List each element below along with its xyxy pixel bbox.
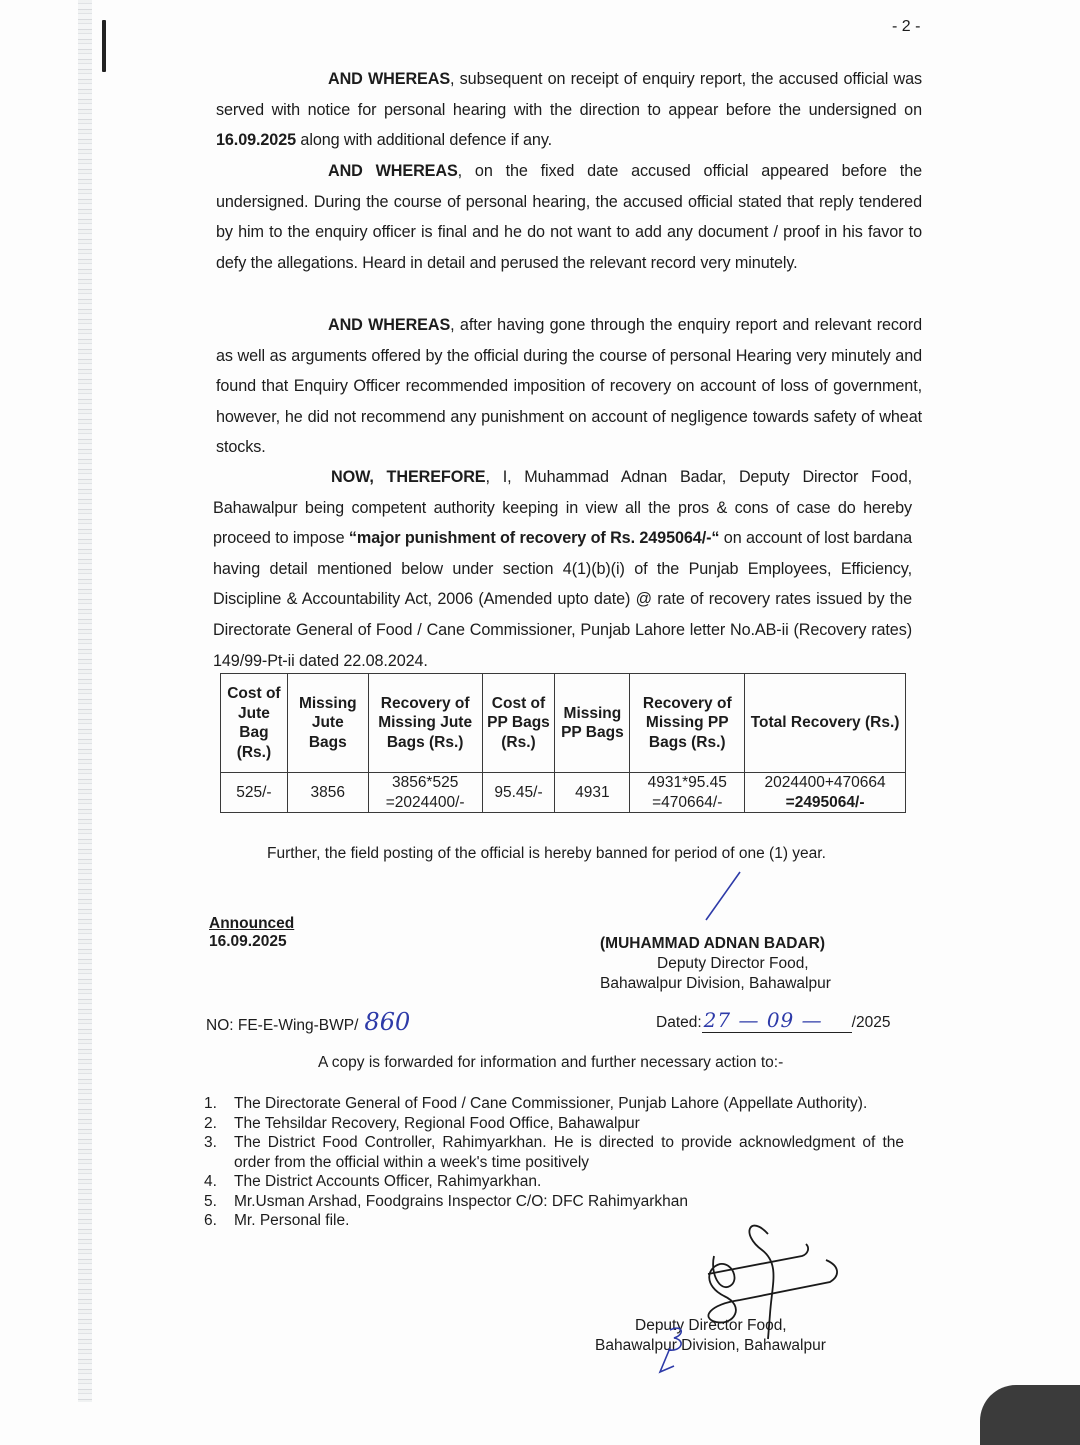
- list-item: 2. The Tehsildar Recovery, Regional Food Office, Bahawalpur: [204, 1114, 640, 1132]
- cell-jute-missing: 3856: [287, 773, 368, 813]
- signatory-designation: Deputy Director Food,: [657, 955, 809, 972]
- signer-office: Bahawalpur Division, Bahawalpur: [595, 1337, 826, 1354]
- para-lead: AND WHEREAS: [328, 316, 451, 334]
- signer-designation: Deputy Director Food,: [635, 1317, 787, 1334]
- dated-field: Dated: 27 — 09 — /2025: [656, 1008, 891, 1032]
- cell-pp-cost: 95.45/-: [482, 773, 555, 813]
- cell-total-recovery: 2024400+470664 =2495064/-: [745, 773, 906, 813]
- para-lead: AND WHEREAS: [328, 162, 458, 180]
- list-item: 5. Mr.Usman Arshad, Foodgrains Inspector C/O: DFC Rahimyarkhan: [204, 1192, 688, 1210]
- initial-stroke-icon: [700, 868, 750, 928]
- signer-block: [595, 1316, 826, 1356]
- recovery-table: [220, 673, 906, 813]
- handwritten-ref-number: 860: [364, 1008, 411, 1036]
- header-jute-recovery: Recovery of Missing Jute Bags (Rs.): [368, 674, 482, 773]
- handwritten-date: 27 — 09 —: [703, 1008, 823, 1032]
- list-item: 1. The Directorate General of Food / Cane Commissioner, Punjab Lahore (Appellate Authority).: [204, 1095, 868, 1112]
- paragraph-order: NOW, THEREFORE, I, Muhammad Adnan Badar, Deputy Director Food, Bahawalpur being competent authority keeping in view all the pros & cons of case do hereby proceed to impose “major punishment of recovery of Rs. 2495064/-“ on account of lost bardana having detail mentioned below under section 4(1)(b)(i) of the Punjab Employees, Efficiency, Discipline & Accountability Act, 2006 (Amended upto date) @ rate of recovery rates issued by the Directorate General of Food / Cane Commissioner, Punjab Lahore letter No.AB-ii (Recovery rates) 149/99-Pt-ii dated 22.08.2024.: [213, 468, 913, 670]
- announced-label: Announced: [209, 915, 295, 932]
- field-posting-ban-text: Further, the field posting of the official is hereby banned for period of one (1) year.: [267, 845, 826, 862]
- cell-pp-missing: 4931: [555, 773, 630, 813]
- signatory-block: [600, 934, 831, 994]
- announced-date: 16.09.2025: [209, 933, 287, 950]
- cell-jute-cost: 525/-: [221, 773, 288, 813]
- para-lead: AND WHEREAS: [328, 70, 451, 88]
- paragraph-findings: AND WHEREAS, after having gone through the enquiry report and relevant record as well as arguments offered by the official during the course of personal Hearing very minutely and found that Enquiry Officer recommended imposition of recovery on account of loss of government, however, he did not recommend any punishment on account of negligence towards safety of wheat stocks.: [216, 316, 922, 457]
- hearing-date: 16.09.2025: [216, 131, 297, 150]
- reference-number: NO: FE-E-Wing-BWP/ 860: [206, 1008, 411, 1036]
- header-pp-cost: Cost of PP Bags (Rs.): [482, 674, 555, 773]
- cell-jute-recovery: 3856*525 =2024400/-: [368, 773, 482, 813]
- page-number: - 2 -: [892, 18, 921, 35]
- header-total-recovery: Total Recovery (Rs.): [745, 674, 906, 773]
- header-pp-recovery: Recovery of Missing PP Bags (Rs.): [630, 674, 745, 773]
- list-item: 4. The District Accounts Officer, Rahimyarkhan.: [204, 1173, 542, 1190]
- list-item: 3. The District Food Controller, Rahimyarkhan. He is directed to provide acknowledgment of the order from the official within a week's time positively: [204, 1134, 904, 1171]
- table-row: [221, 773, 906, 813]
- paragraph-hearing-notice: AND WHEREAS, subsequent on receipt of enquiry report, the accused official was served with notice for personal hearing with the direction to appear before the undersigned on 16.09.2025 along with additional defence if any.: [216, 70, 922, 150]
- blue-initial-icon: [656, 1320, 696, 1380]
- copy-distribution-list: [204, 1094, 904, 1231]
- paragraph-hearing: AND WHEREAS, on the fixed date accused official appeared before the undersigned. During the course of personal hearing, the accused official stated that reply tendered by him to the enquiry officer is final and he do not want to add any document / proof in his favor to defy the allegations. Heard in detail and perused the relevant record very minutely.: [216, 162, 922, 272]
- table-header-row: [221, 674, 906, 773]
- list-item: 6. Mr. Personal file.: [204, 1212, 350, 1229]
- margin-mark: [102, 20, 106, 72]
- header-jute-missing: Missing Jute Bags: [287, 674, 368, 773]
- signatory-office: Bahawalpur Division, Bahawalpur: [600, 975, 831, 992]
- scan-edge-shadow: [78, 0, 92, 1402]
- announced-block: [209, 915, 294, 951]
- header-jute-cost: Cost of Jute Bag (Rs.): [221, 674, 288, 773]
- punishment-amount: “major punishment of recovery of Rs. 2495064/-“: [348, 529, 720, 548]
- copy-forwarded-text: A copy is forwarded for information and further necessary action to:-: [318, 1054, 784, 1071]
- signatory-name: (MUHAMMAD ADNAN BADAR): [600, 935, 825, 952]
- para-lead: NOW, THEREFORE: [331, 468, 486, 486]
- corner-overlay: [980, 1385, 1080, 1445]
- cell-pp-recovery: 4931*95.45 =470664/-: [630, 773, 745, 813]
- header-pp-missing: Missing PP Bags: [555, 674, 630, 773]
